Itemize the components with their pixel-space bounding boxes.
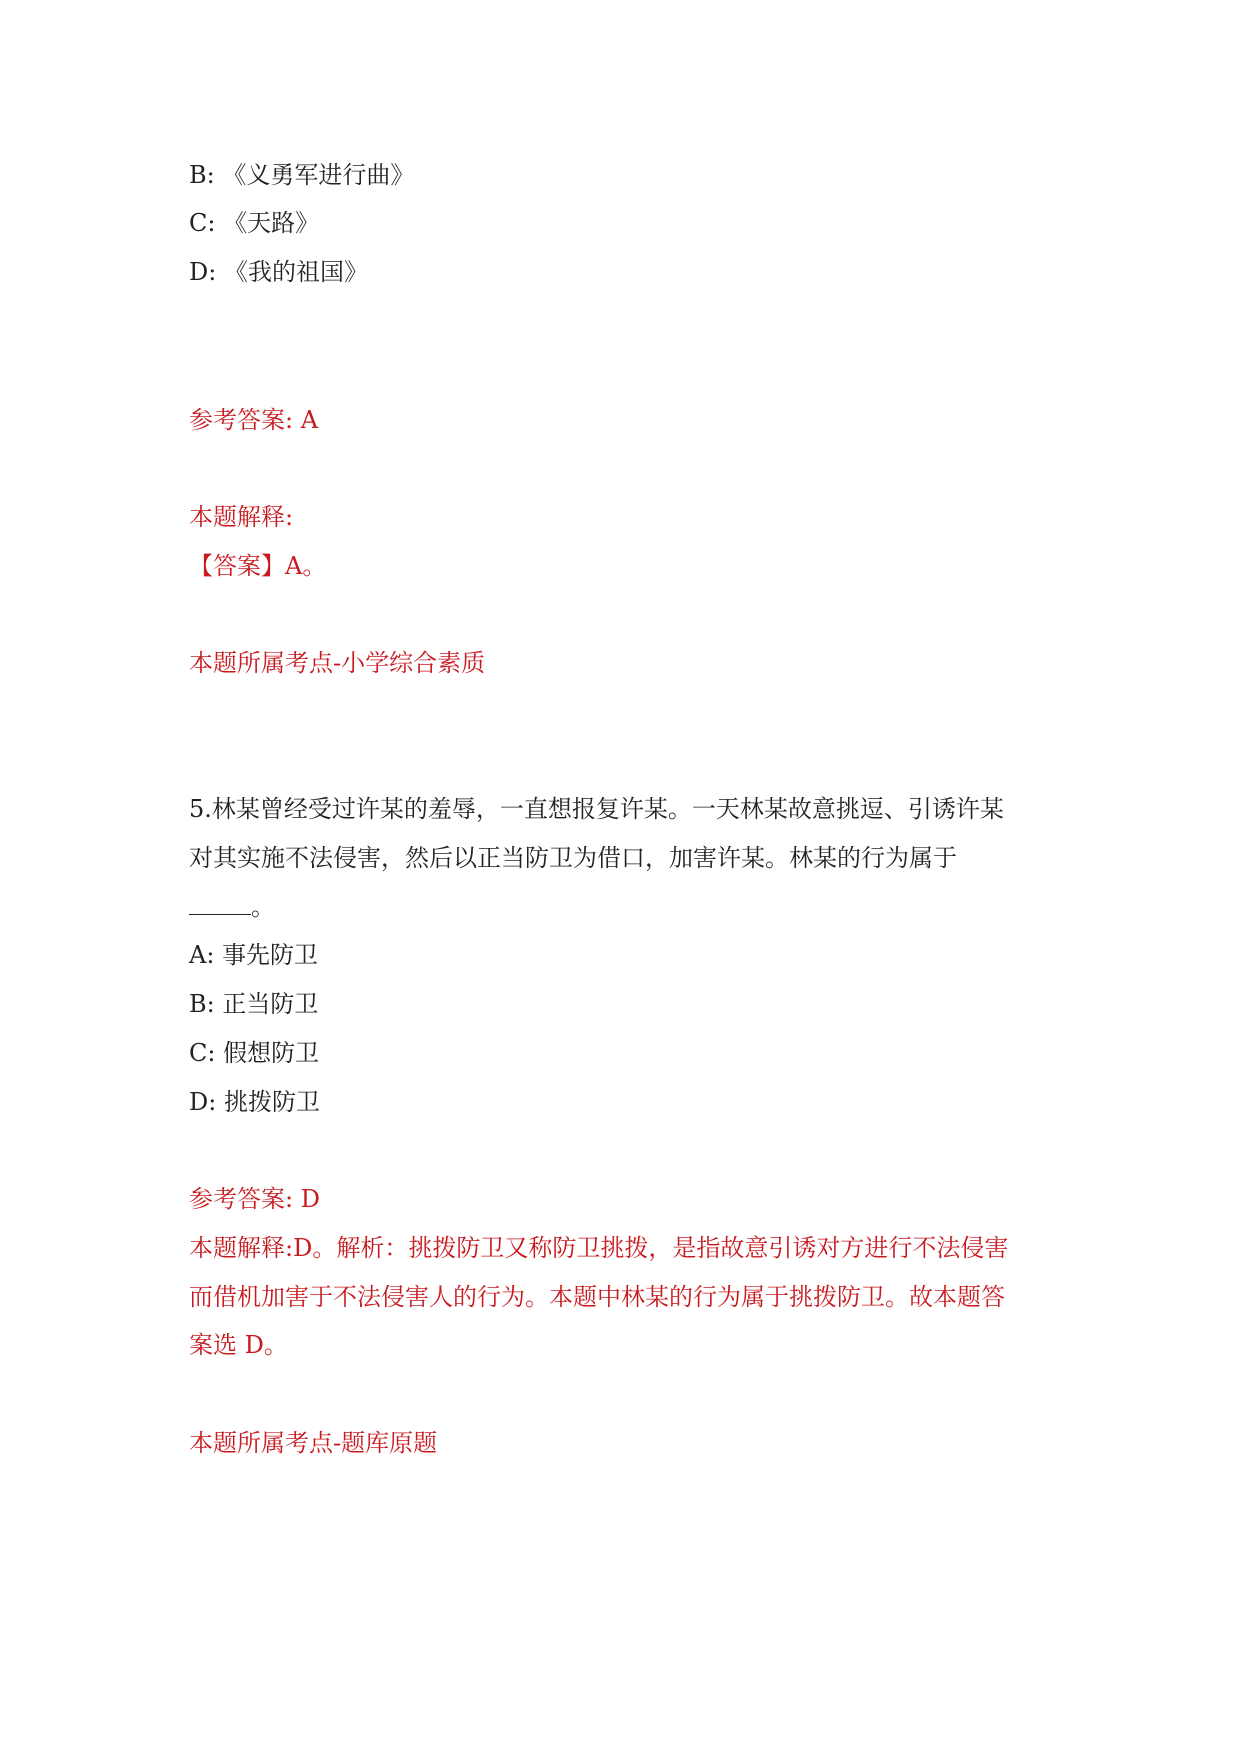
option-label: D: (189, 258, 217, 286)
q5-stem-line-3 (189, 892, 275, 922)
option-label: B: (189, 161, 215, 189)
option-text: 假想防卫 (223, 1039, 320, 1067)
q5-option-d (189, 1087, 320, 1117)
option-text: 正当防卫 (222, 990, 319, 1018)
prev-knowledge-point: 本题所属考点-小学综合素质 (189, 649, 486, 677)
option-text: 《我的祖国》 (223, 258, 368, 286)
answer-blank (189, 894, 251, 915)
q5-answer: 参考答案: D (189, 1185, 320, 1213)
q5-option-a (189, 940, 318, 970)
option-text: 挑拨防卫 (223, 1088, 320, 1116)
q5-option-c (189, 1038, 319, 1068)
prev-explanation-title: 本题解释: (189, 503, 294, 531)
prev-answer: 参考答案: A (189, 406, 319, 434)
q5-explanation-line-1: 本题解释:D。解析：挑拨防卫又称防卫挑拨，是指故意引诱对方进行不法侵害 (189, 1234, 1009, 1262)
option-text: 事先防卫 (222, 941, 319, 969)
option-label: B: (189, 990, 215, 1018)
option-label: C: (189, 209, 216, 237)
prev-explanation-body: 【答案】A。 (189, 552, 327, 580)
q5-stem-line-2: 对其实施不法侵害，然后以正当防卫为借口，加害许某。林某的行为属于 (189, 844, 957, 872)
option-label: D: (189, 1088, 217, 1116)
option-label: A: (189, 941, 215, 969)
stem-end: 。 (251, 893, 275, 921)
q5-option-b (189, 989, 318, 1019)
option-label: C: (189, 1039, 216, 1067)
option-text: 《义勇军进行曲》 (222, 161, 415, 189)
q5-knowledge-point: 本题所属考点-题库原题 (189, 1429, 438, 1457)
prev-option-c (189, 208, 319, 238)
option-text: 《天路》 (223, 209, 320, 237)
prev-option-b (189, 160, 414, 190)
prev-option-d (189, 257, 368, 287)
q5-explanation-line-2: 而借机加害于不法侵害人的行为。本题中林某的行为属于挑拨防卫。故本题答 (189, 1283, 1005, 1311)
q5-explanation-line-3: 案选 D。 (189, 1331, 288, 1359)
q5-stem-line-1: 5.林某曾经受过许某的羞辱，一直想报复许某。一天林某故意挑逗、引诱许某 (189, 795, 1004, 823)
